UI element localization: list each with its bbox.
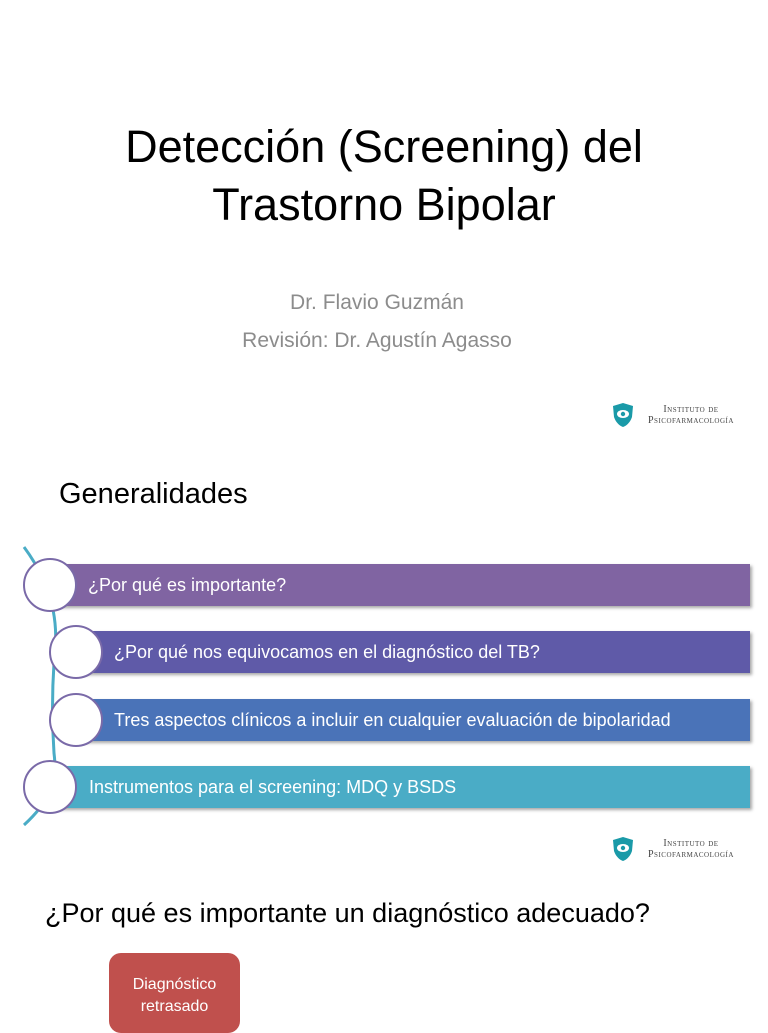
overview-slide: [0, 448, 768, 868]
list-item-label: ¿Por qué nos equivocamos en el diagnóstico del TB?: [114, 641, 540, 662]
slide-title: [0, 118, 768, 234]
institute-logo: [612, 836, 734, 862]
title-line-1: Detección (Screening) del: [125, 121, 643, 172]
importance-slide: [0, 868, 768, 1024]
box-line-1: Diagnóstico: [132, 976, 217, 993]
list-item-label: Tres aspectos clínicos a incluir en cualquier evaluación de bipolaridad: [114, 709, 671, 730]
slide-subtitle: [0, 284, 754, 360]
logo-line-2: Psicofarmacología: [648, 849, 734, 860]
revision-name: Revisión: Dr. Agustín Agasso: [242, 329, 512, 352]
title-slide: [0, 0, 768, 448]
box-line-2: retrasado: [140, 998, 209, 1015]
delayed-diagnosis-box: [109, 953, 240, 1033]
list-item-label: ¿Por qué es importante?: [88, 574, 287, 595]
list-item: [50, 564, 750, 606]
list-bullet: [49, 625, 103, 679]
shield-icon: [612, 402, 634, 428]
logo-line-2: Psicofarmacología: [648, 415, 734, 426]
slide-heading: ¿Por qué es importante un diagnóstico adecuado?: [45, 898, 650, 928]
list-item: [77, 631, 750, 673]
institute-logo: [612, 402, 734, 428]
list-item: [50, 766, 750, 808]
author-name: Dr. Flavio Guzmán: [290, 291, 464, 314]
list-bullet: [49, 693, 103, 747]
logo-line-1: Instituto de: [663, 404, 719, 415]
logo-line-1: Instituto de: [663, 838, 719, 849]
list-item-label: Instrumentos para el screening: MDQ y BSDS: [89, 776, 457, 797]
list-bullet: [23, 760, 77, 814]
title-line-2: Trastorno Bipolar: [212, 179, 556, 230]
shield-icon: [612, 836, 634, 862]
list-bullet: [23, 558, 77, 612]
logo-text: [648, 838, 734, 860]
slide-heading: Generalidades: [59, 478, 248, 510]
list-item: [77, 699, 750, 741]
logo-text: [648, 404, 734, 426]
